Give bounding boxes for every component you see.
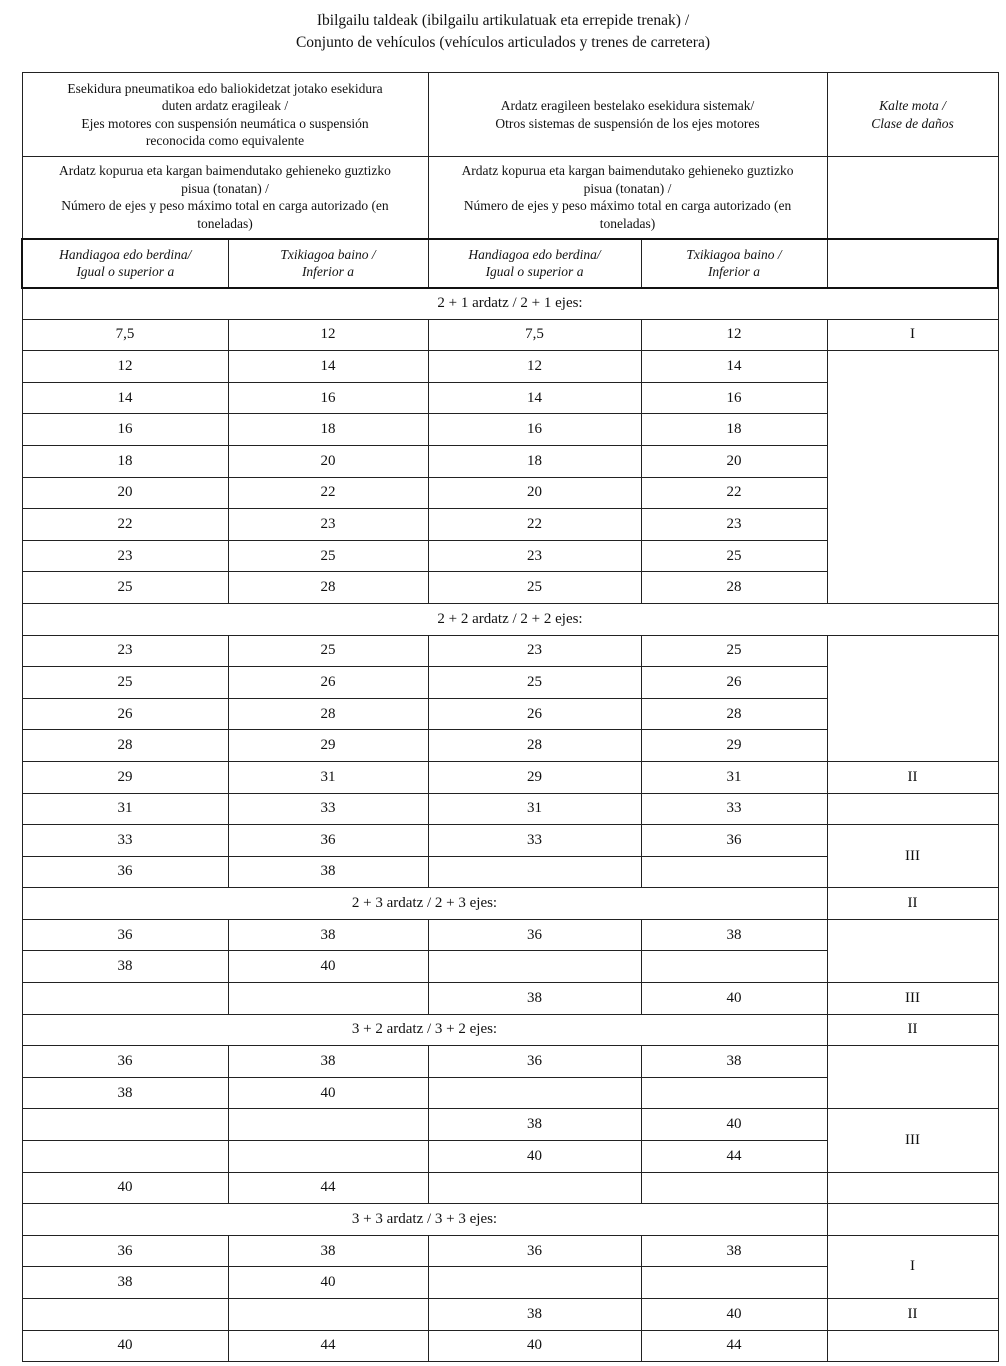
title-line-2: Conjunto de vehículos (vehículos articulados y trenes de carretera) — [295, 34, 711, 51]
cell: 36 — [228, 825, 428, 857]
cell: 33 — [428, 825, 641, 857]
cell: 14 — [228, 351, 428, 383]
cell: 16 — [228, 382, 428, 414]
cell-empty — [22, 1109, 228, 1141]
cell: 38 — [641, 919, 827, 951]
section-label: 2 + 3 ardatz / 2 + 3 ejes: — [22, 888, 827, 920]
cell: 25 — [641, 635, 827, 667]
cell: 38 — [641, 1046, 827, 1078]
cell-empty — [228, 1141, 428, 1173]
cell: 23 — [428, 540, 641, 572]
header-damage-class: Kalte mota / Clase de daños — [827, 73, 998, 157]
cell: 20 — [22, 477, 228, 509]
table-row — [22, 793, 998, 825]
header-row-limits — [22, 239, 998, 288]
cell: 29 — [428, 761, 641, 793]
damage-cell-empty — [827, 1330, 998, 1362]
cell: 36 — [22, 856, 228, 888]
cell: 28 — [22, 730, 228, 762]
header-row-suspension — [22, 73, 998, 157]
cell: 36 — [641, 825, 827, 857]
header-row-weight — [22, 157, 998, 239]
cell: 14 — [22, 382, 228, 414]
damage-cell: II — [827, 761, 998, 793]
damage-cell-empty — [827, 635, 998, 761]
cell: 25 — [22, 667, 228, 699]
cell: 40 — [428, 1141, 641, 1173]
cell: 44 — [641, 1330, 827, 1362]
cell: 40 — [641, 1109, 827, 1141]
table-row — [22, 761, 998, 793]
cell: 38 — [228, 919, 428, 951]
cell: 26 — [228, 667, 428, 699]
cell: 31 — [22, 793, 228, 825]
cell: 38 — [228, 1046, 428, 1078]
cell: 12 — [428, 351, 641, 383]
section-row-3-2 — [22, 1014, 998, 1046]
cell-empty — [428, 856, 641, 888]
table-row — [22, 919, 998, 951]
cell: 16 — [22, 414, 228, 446]
cell: 16 — [428, 414, 641, 446]
cell: 25 — [428, 667, 641, 699]
cell-empty — [228, 983, 428, 1015]
cell: 18 — [641, 414, 827, 446]
cell: 23 — [22, 540, 228, 572]
table-row — [22, 1046, 998, 1078]
cell-empty — [641, 1267, 827, 1299]
cell: 38 — [428, 983, 641, 1015]
cell: 38 — [228, 856, 428, 888]
header-ge-left: Handiagoa edo berdina/ Igual o superior a — [22, 239, 228, 288]
cell: 26 — [641, 667, 827, 699]
table-row — [22, 983, 998, 1015]
header-other-suspension: Ardatz eragileen bestelako esekidura sistemak/ Otros sistemas de suspensión de los ejes motores — [428, 73, 827, 157]
table-row — [22, 1109, 998, 1141]
cell: 25 — [228, 635, 428, 667]
header-ge-right: Handiagoa edo berdina/ Igual o superior a — [428, 239, 641, 288]
cell: 40 — [428, 1330, 641, 1362]
damage-cell: III — [827, 1109, 998, 1172]
title-line-1: Ibilgailu taldeak (ibilgailu artikulatuak eta errepide trenak) / — [316, 12, 690, 29]
header-lt-left: Txikiagoa baino / Inferior a — [228, 239, 428, 288]
header-lt-right: Txikiagoa baino / Inferior a — [641, 239, 827, 288]
table-row — [22, 319, 998, 351]
cell: 12 — [641, 319, 827, 351]
section-row-2-3 — [22, 888, 998, 920]
cell: 12 — [22, 351, 228, 383]
cell: 38 — [641, 1235, 827, 1267]
cell-empty — [428, 951, 641, 983]
cell: 25 — [641, 540, 827, 572]
cell: 26 — [22, 698, 228, 730]
cell: 40 — [228, 1267, 428, 1299]
section-label: 2 + 1 ardatz / 2 + 1 ejes: — [22, 288, 998, 320]
damage-cell-empty — [827, 1204, 998, 1236]
cell: 18 — [228, 414, 428, 446]
cell: 22 — [228, 477, 428, 509]
cell: 25 — [228, 540, 428, 572]
cell: 38 — [22, 1267, 228, 1299]
cell: 38 — [22, 1077, 228, 1109]
cell: 22 — [428, 509, 641, 541]
cell-empty — [641, 1172, 827, 1204]
cell: 36 — [428, 1046, 641, 1078]
table-row — [22, 635, 998, 667]
cell: 12 — [228, 319, 428, 351]
cell: 31 — [228, 761, 428, 793]
section-label: 3 + 3 ardatz / 3 + 3 ejes: — [22, 1204, 827, 1236]
table-row — [22, 351, 998, 383]
section-label: 3 + 2 ardatz / 3 + 2 ejes: — [22, 1014, 827, 1046]
cell: 29 — [22, 761, 228, 793]
cell: 20 — [641, 445, 827, 477]
cell: 28 — [228, 572, 428, 604]
cell-empty — [228, 1109, 428, 1141]
damage-cell-empty — [827, 919, 998, 982]
cell: 14 — [641, 351, 827, 383]
cell: 7,5 — [22, 319, 228, 351]
cell-empty — [641, 856, 827, 888]
cell-empty — [428, 1077, 641, 1109]
cell-empty — [228, 1299, 428, 1331]
section-label: 2 + 2 ardatz / 2 + 2 ejes: — [22, 603, 998, 635]
cell: 29 — [228, 730, 428, 762]
cell: 44 — [641, 1141, 827, 1173]
cell: 36 — [428, 919, 641, 951]
cell: 23 — [641, 509, 827, 541]
header-pneumatic-suspension: Esekidura pneumatikoa edo baliokidetzat jotako esekidura duten ardatz eragileak / Ejes motores con suspensión neumática o suspensión reconocida como equivalente — [22, 73, 428, 157]
cell-empty — [641, 951, 827, 983]
cell: 14 — [428, 382, 641, 414]
page-title — [0, 10, 1006, 54]
damage-cell-empty — [827, 793, 998, 825]
cell: 38 — [228, 1235, 428, 1267]
table-row — [22, 1172, 998, 1204]
damage-cell: III — [827, 825, 998, 888]
cell: 40 — [228, 1077, 428, 1109]
cell: 38 — [428, 1109, 641, 1141]
cell: 29 — [641, 730, 827, 762]
cell: 25 — [22, 572, 228, 604]
cell: 40 — [228, 951, 428, 983]
section-row-2-1 — [22, 288, 998, 320]
cell: 22 — [22, 509, 228, 541]
cell: 38 — [22, 951, 228, 983]
cell-empty — [428, 1172, 641, 1204]
damage-cell: III — [827, 983, 998, 1015]
cell: 18 — [22, 445, 228, 477]
cell: 28 — [641, 698, 827, 730]
table-row — [22, 1235, 998, 1267]
header-weight-right: Ardatz kopurua eta kargan baimendutako gehieneko guztizko pisua (tonatan) / Número de ejes y peso máximo total en carga autorizado (en toneladas) — [428, 157, 827, 239]
cell: 38 — [428, 1299, 641, 1331]
cell: 7,5 — [428, 319, 641, 351]
cell: 22 — [641, 477, 827, 509]
cell: 20 — [428, 477, 641, 509]
damage-cell: II — [827, 888, 998, 920]
cell: 31 — [641, 761, 827, 793]
damage-cell: I — [827, 319, 998, 351]
cell: 33 — [22, 825, 228, 857]
header-empty-cell — [827, 239, 998, 288]
cell: 28 — [428, 730, 641, 762]
cell: 40 — [641, 1299, 827, 1331]
table-row — [22, 825, 998, 857]
cell: 26 — [428, 698, 641, 730]
cell: 23 — [22, 635, 228, 667]
cell: 31 — [428, 793, 641, 825]
header-weight-left: Ardatz kopurua eta kargan baimendutako gehieneko guztizko pisua (tonatan) / Número de ejes y peso máximo total en carga autorizado (en toneladas) — [22, 157, 428, 239]
damage-cell-empty — [827, 1046, 998, 1109]
cell-empty — [22, 1141, 228, 1173]
section-row-2-2 — [22, 603, 998, 635]
table-row — [22, 1299, 998, 1331]
cell: 44 — [228, 1172, 428, 1204]
cell: 44 — [228, 1330, 428, 1362]
cell-empty — [22, 1299, 228, 1331]
table-row — [22, 1330, 998, 1362]
cell: 23 — [228, 509, 428, 541]
cell: 18 — [428, 445, 641, 477]
damage-cell: II — [827, 1014, 998, 1046]
cell: 36 — [22, 1046, 228, 1078]
vehicle-damage-table — [21, 72, 999, 1362]
cell-empty — [428, 1267, 641, 1299]
cell: 36 — [22, 919, 228, 951]
section-row-3-3 — [22, 1204, 998, 1236]
cell: 36 — [428, 1235, 641, 1267]
cell: 23 — [428, 635, 641, 667]
damage-cell-empty — [827, 1172, 998, 1204]
damage-cell: I — [827, 1235, 998, 1298]
damage-cell: II — [827, 1299, 998, 1331]
cell: 33 — [641, 793, 827, 825]
damage-cell-empty — [827, 351, 998, 604]
cell: 28 — [641, 572, 827, 604]
cell: 16 — [641, 382, 827, 414]
cell: 28 — [228, 698, 428, 730]
cell: 36 — [22, 1235, 228, 1267]
cell: 40 — [22, 1330, 228, 1362]
cell-empty — [641, 1077, 827, 1109]
cell: 33 — [228, 793, 428, 825]
cell: 25 — [428, 572, 641, 604]
cell: 40 — [641, 983, 827, 1015]
cell-empty — [22, 983, 228, 1015]
cell: 40 — [22, 1172, 228, 1204]
header-empty-cell — [827, 157, 998, 239]
cell: 20 — [228, 445, 428, 477]
